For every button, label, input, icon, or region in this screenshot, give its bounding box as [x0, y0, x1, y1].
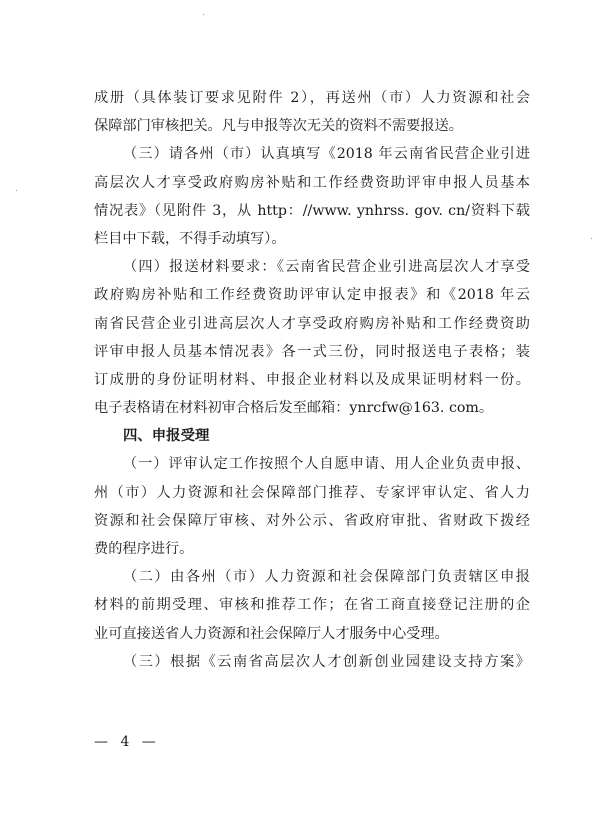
text-line: 电子表格请在材料初审合格后发至邮箱：ynrcfw@163. com。 [94, 400, 494, 417]
text-line: 情况表》（见附件 3，从 http：//www. ynhrss. gov. cn/资料下载 [94, 202, 530, 219]
text-line: 栏目中下载，不得手动填写）。 [94, 230, 286, 247]
section-heading: 四、申报受理 [123, 428, 210, 445]
text-line: 订成册的身份证明材料、申报企业材料以及成果证明材料一份。 [94, 371, 530, 388]
text-line: 业可直接送省人力资源和社会保障厅人才服务中心受理。 [94, 625, 449, 642]
text-line: 南省民营企业引进高层次人才享受政府购房补贴和工作经费资助 [94, 315, 530, 332]
text-line: （三）请各州（市）认真填写《2018 年云南省民营企业引进 [123, 146, 530, 163]
text-line: （四）报送材料要求：《云南省民营企业引进高层次人才享受 [123, 259, 530, 276]
text-line: （二）由各州（市）人力资源和社会保障部门负责辖区申报 [123, 569, 530, 586]
text-line: （一）评审认定工作按照个人自愿申请、用人企业负责申报、 [123, 456, 530, 473]
scan-speck [203, 14, 204, 15]
text-line: 保障部门审核把关。凡与申报等次无关的资料不需要报送。 [94, 118, 463, 135]
scan-speck [16, 190, 17, 191]
text-line: 成册（具体装订要求见附件 2），再送州（市）人力资源和社会 [94, 90, 530, 106]
text-line: 评审申报人员基本情况表》各一式三份，同时报送电子表格；装 [94, 343, 530, 360]
text-line: 费的程序进行。 [94, 541, 194, 557]
text-line: 材料的前期受理、审核和推荐工作；在省工商直接登记注册的企 [94, 597, 530, 614]
text-line: 州（市）人力资源和社会保障部门推荐、专家评审认定、省人力 [94, 484, 530, 501]
scan-speck [591, 238, 592, 239]
text-line: （三）根据《云南省高层次人才创新创业园建设支持方案》 [123, 653, 530, 670]
text-line: 政府购房补贴和工作经费资助评审认定申报表》和《2018 年云 [94, 287, 530, 304]
text-line: 资源和社会保障厅审核、对外公示、省政府审批、省财政下拨经 [94, 512, 530, 529]
body-text [94, 84, 530, 676]
text-line: 高层次人才享受政府购房补贴和工作经费资助评审申报人员基本 [94, 174, 530, 191]
page-number: — 4 — [94, 734, 160, 750]
